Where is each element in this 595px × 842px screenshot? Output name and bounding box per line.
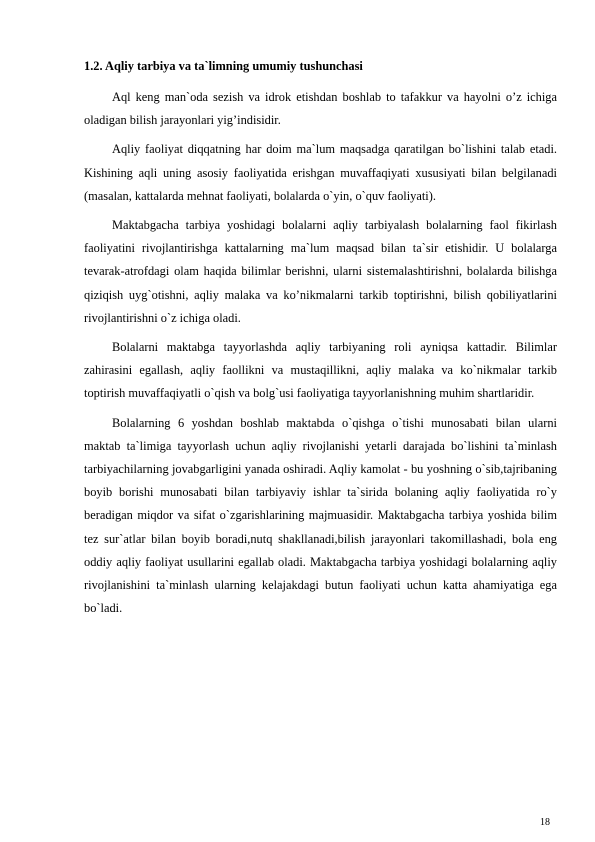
section-heading: 1.2. Aqliy tarbiya va ta`limning umumiy tushunchasi [84,59,363,73]
paragraph-2: Aqliy faoliyat diqqatning har doim ma`lum maqsadga qaratilgan bo`lishini talab etadi. Kishining aqli uning asosiy faoliyatida erishgan muvaffaqiyati xususiyati bilan belgilanadi (masalan, kattalarda mehnat faoliyati, bolalarda o`yin, o`quv faoliyati). [84,142,557,203]
paragraph-3: Maktabgacha tarbiya yoshidagi bolalarni aqliy tarbiyalash bolalarning faol fikirlash faoliyatini rivojlantirishga kattalarning ma`lum maqsad bilan ta`sir etishidir. U bolalarga tevarak-atrofdagi olam haqida bilimlar berishni, ularni sistemalashtirishni, bolalarda bilishga qiziqish uyg`otishni, aqliy malaka va ko’nikmalarni tarkib toptirishni, bilish qobiliyatlarini rivojlantirishni o`z ichiga oladi. [84,218,557,325]
paragraph-5: Bolalarning 6 yoshdan boshlab maktabda o`qishga o`tishi munosabati bilan ularni maktab ta`limiga tayyorlash uchun aqliy rivojlanishi yetarli darajada bo`lishini ta`minlash tarbiyachilarning jovabgarligini yanada oshiradi. Aqliy kamolat - bu yoshning o`sib,tajribaning boyib borishi munosabati bilan tarbiyaviy ishlar ta`sirida bolaning aqliy faoliyatida ro`y beradigan miqdor va sifat o`zgarishlarining majmuasidir. Maktabgacha tarbiya yoshida bilim tez sur`atlar bilan boyib boradi,nutq shakllanadi,bilish jarayonlari takomillashadi, bola eng oddiy aqliy faoliyat usullarini egallab oladi. Maktabgacha tarbiya yoshidagi bolalarning aqliy rivojlanishini ta`minlash ularning kelajakdagi butun faoliyati uchun katta ahamiyatiga ega bo`ladi. [84,415,557,616]
paragraph-1: Aql keng man`oda sezish va idrok etishdan boshlab to tafakkur va hayolni o’z ichiga oladigan bilish jarayonlari yig’indisidir. [84,90,557,128]
page-number: 18 [540,817,550,828]
body-text [84,86,557,626]
paragraph-4: Bolalarni maktabga tayyorlashda aqliy tarbiyaning roli ayniqsa kattadir. Bilimlar zahirasini egallash, aqliy faollikni va mustaqillikni, aqliy malaka va ko`nikmalar tarkib toptirish muvaffaqiyatli o`qish va bolg`usi faoliyatiga tayyorlanishning muhim shartlaridir. [84,340,557,401]
